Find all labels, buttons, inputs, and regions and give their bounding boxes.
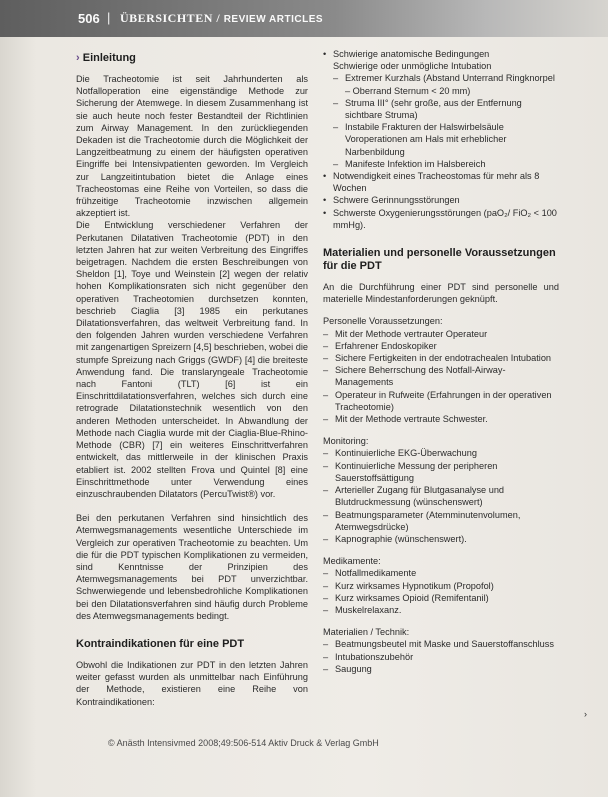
heading-kontraindikationen: Kontraindikationen für eine PDT (76, 637, 245, 650)
contra-sub-item: – Manifeste Infektion im Halsbereich (333, 158, 559, 170)
group-label: Personelle Voraussetzungen: (323, 316, 443, 327)
contra-item (323, 207, 559, 231)
section-title (120, 11, 323, 26)
contra-sub-item: – Instabile Frakturen der Halswirbelsäule Voroperationen am Hals mit erheblicher Narbenbildung (333, 121, 559, 158)
contra-item (323, 48, 559, 170)
group-list-item: – Arterieller Zugang für Blutgasanalyse und Blutdruckmessung (wünschenswert) (323, 484, 559, 508)
group-list-item: – Kurz wirksames Hypnotikum (Propofol) (323, 580, 559, 592)
continue-marker: › (584, 709, 587, 719)
group-list-item: – Operateur in Rufweite (Erfahrungen in der operativen Tracheotomie) (323, 389, 559, 413)
intro-paragraph-2: Die Entwicklung verschiedener Verfahren der Perkutanen Dilatativen Tracheotomie (PDT) in den letzten Jahren hat zur weiten Verbreitung des Eingriffes beigetragen. Nachdem die ersten Beschreibungen von Sheldon [1], Toye und Weinstein [2] wegen der relativ hohen Komplikationsraten sich nicht gegenüber den operativen Tracheotomien durchsetzen konnten, beschrieb Ciaglia [3] 1985 ein perkutanes Dilatationsverfahren, das weltweit Verbreitung fand. In den folgenden Jahren wurden verschiedene Verfahren mit zangenartigen Spreizern [4,5] beschrieben, wobei die stumpfe Spreizung nach Griggs (GWDF) [4] die breiteste Anwendung fand. Die translaryngeale Tracheotomie nach Fantoni (TLT) [6] ist ein Einschrittdilatationsverfahren, welches sich durch eine retrograde Dilatationstechnik wesentlich von den anderen Methoden unterscheidet. In Abwandlung der Methode nach Ciaglia wurde mit der Ciaglia-Blue-Rhino-Methode (CBR) [7] ein weiteres Einschrittverfahren entwickelt, das mittlerweile in der klinischen Praxis etabliert ist. 2002 stellten Frova und Quintel [8] eine Einschrittmethode unter Verwendung eines einzuschraubenden Dilatators (PercuTwist®) vor. (76, 220, 308, 499)
material-intro: An die Durchführung einer PDT sind personelle und materielle Mindestanforderungen geknüpft. (323, 282, 559, 305)
contra-item-text: Schwierige anatomische Bedingungen (333, 49, 490, 59)
group-list (323, 328, 559, 426)
heading-einleitung: › Einleitung (76, 52, 308, 65)
contra-sub-item: – Struma III° (sehr große, aus der Entfernung sichtbare Struma) (333, 97, 559, 121)
group-list-item: – Notfallmedikamente (323, 567, 559, 579)
page-header (0, 0, 608, 37)
group-list-item: – Beatmungsparameter (Atemminutenvolumen, Atemwegsdrücke) (323, 509, 559, 533)
group-list-item: – Saugung (323, 663, 559, 675)
contra-plain-sub: Schwierige oder unmögliche Intubation (333, 61, 492, 72)
intro-paragraph-3: Bei den perkutanen Verfahren sind hinsichtlich des Atemwegsmanagements wesentliche Unterschiede im Vergleich zur operativen Tracheotomie zu beachten. Um die für die PDT typischen Komplikationen zu vermeiden, sind Kenntnisse der Prinzipien des Atemwegsmanagements bei PDT unverzichtbar. Schwerwiegende und lebensbedrohliche Komplikationen bei den Dilatationsverfahren sind häufig durch Probleme des Atemwegsmanagements bedingt. (76, 513, 308, 621)
group-list (323, 638, 559, 675)
right-column (323, 48, 559, 675)
group-list-item: – Muskelrelaxanz. (323, 604, 559, 616)
group-list (323, 447, 559, 545)
header-separator: | (107, 10, 111, 25)
contra-sub-list (333, 72, 559, 170)
group-list-item: – Sichere Fertigkeiten in der endotrachealen Intubation (323, 352, 559, 364)
group-label: Medikamente: (323, 556, 381, 567)
group-list-item: – Mit der Methode vertrauter Operateur (323, 328, 559, 340)
contra-item (323, 170, 559, 194)
contra-paragraph: Obwohl die Indikationen zur PDT in den letzten Jahren weiter gefasst wurden als unmittelbar nach Einführung der Methode, existieren eine Reihe von Kontraindikationen: (76, 659, 308, 707)
group-list-item: – Beatmungsbeutel mit Maske und Sauerstoffanschluss (323, 638, 559, 650)
group-list (323, 567, 559, 616)
group-list-item: – Kurz wirksames Opioid (Remifentanil) (323, 592, 559, 604)
group-list-item: – Kapnographie (wünschenswert). (323, 533, 559, 545)
heading-materialien: Materialien und personelle Voraussetzungen für die PDT (323, 247, 556, 273)
contra-item-text: Schwere Gerinnungsstörungen (333, 195, 460, 206)
intro-paragraph-1: Die Tracheotomie ist seit Jahrhunderten als Notfalloperation eine eigenständige Methode zur Sicherung der Atemwege. In diesem Zusammenhang ist sie auch heute noch fester Bestandteil der Richtlinien zum Airway Management. In den zurückliegenden Dekaden ist die Tracheotomie durch die Möglichkeit der Langzeitbeatmung zu einem der häufigsten operativen Eingriffe bei Intensivpatienten geworden. Im Vergleich zur Langzeitintubation bietet die Anlage eines Tracheostomas eine Reihe von Vorteilen, so dass die frühzeitige Tracheotomie inzwischen allgemein akzeptiert ist. (76, 74, 308, 219)
contra-sub-item: – Extremer Kurzhals (Abstand Unterrand Ringknorpel – Oberrand Sternum < 20 mm) (333, 72, 559, 96)
section-title-main: ÜBERSICHTEN / (120, 11, 224, 25)
page-number: 506 (78, 11, 100, 26)
group-list-item: – Kontinuierliche EKG-Überwachung (323, 447, 559, 459)
requirement-groups (323, 315, 559, 674)
group-list-item: – Kontinuierliche Messung der peripheren Sauerstoffsättigung (323, 460, 559, 484)
left-column (76, 48, 308, 708)
section-title-sub: REVIEW ARTICLES (223, 14, 324, 25)
contra-item-text: Notwendigkeit eines Tracheostomas für mehr als 8 Wochen (333, 171, 540, 194)
page-footer: © Anästh Intensivmed 2008;49:506-514 Aktiv Druck & Verlag GmbH (108, 738, 379, 748)
group-list-item: – Mit der Methode vertraute Schwester. (323, 413, 559, 425)
group-label: Materialien / Technik: (323, 627, 410, 638)
contra-item (323, 194, 559, 206)
group-label: Monitoring: (323, 436, 369, 447)
contra-item-text: Schwerste Oxygenierungsstörungen (paO₂/ FiO₂ < 100 mmHg). (333, 207, 557, 230)
group-list-item: – Erfahrener Endoskopiker (323, 340, 559, 352)
group-list-item: – Sichere Beherrschung des Notfall-Airway-Managements (323, 364, 559, 388)
group-list-item: – Intubationszubehör (323, 651, 559, 663)
contraindication-list (323, 48, 559, 231)
